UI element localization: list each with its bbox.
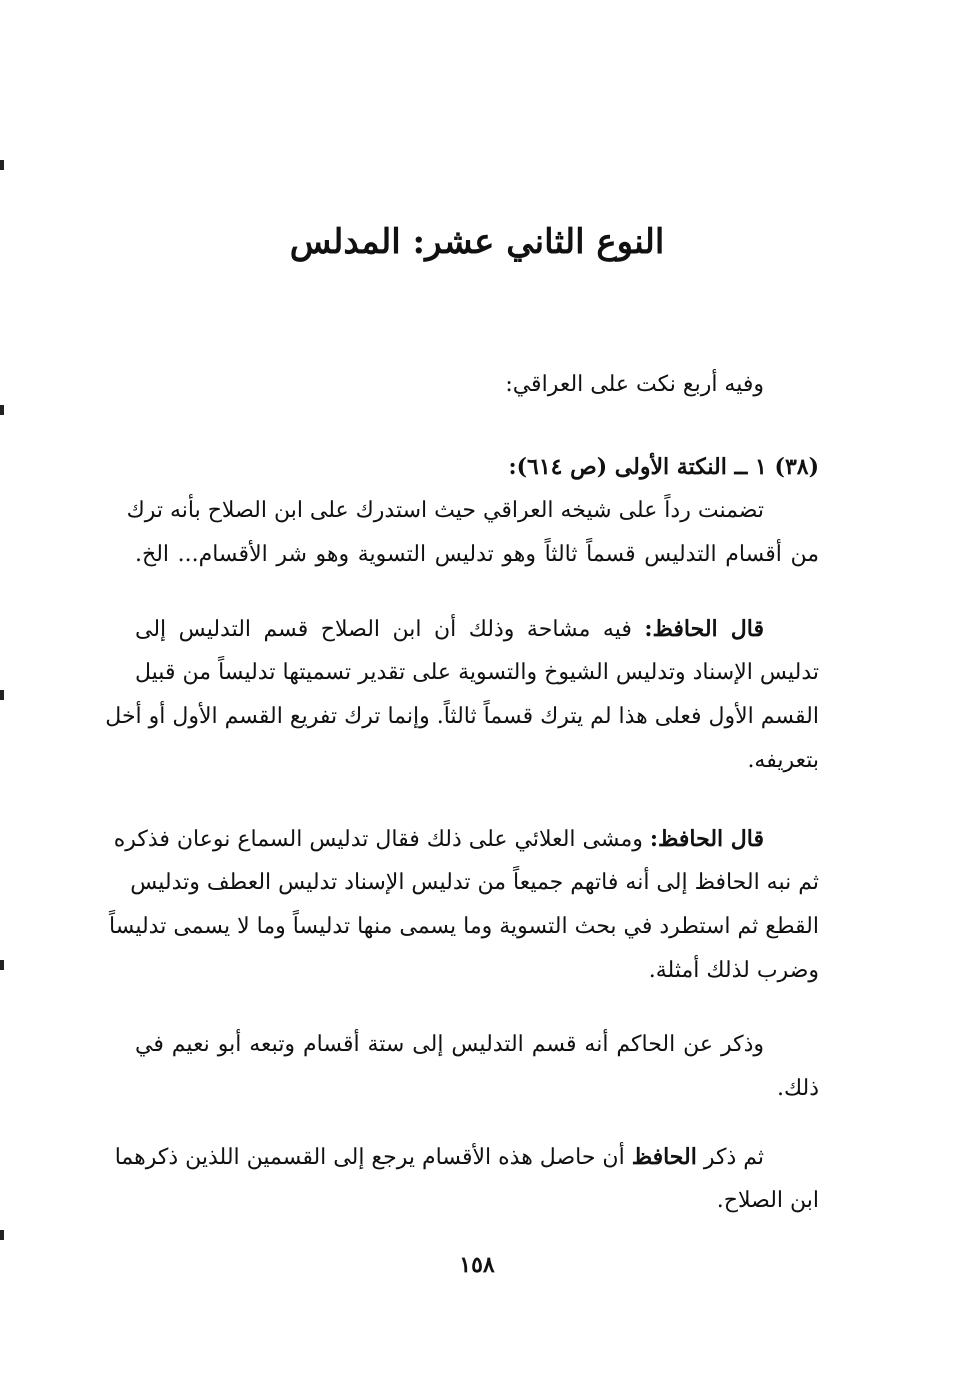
scan-edge-mark — [0, 960, 4, 970]
page-number: ١٥٨ — [459, 1252, 495, 1278]
para1-line-2: من أقسام التدليس قسماً ثالثاً وهو تدليس التسوية وهو شر الأقسام... الخ. — [135, 542, 819, 567]
para3-line-3: القطع ثم استطرد في بحث التسوية وما يسمى منها تدليساً وما لا يسمى تدليساً — [108, 914, 819, 939]
para3-line-4: وضرب لذلك أمثلة. — [648, 958, 819, 983]
para2-line-4: بتعريفه. — [747, 748, 819, 773]
para2-text: فيه مشاحة وذلك أن ابن الصلاح قسم التدليس إلى — [135, 617, 632, 642]
para5-text: أن حاصل هذه الأقسام يرجع إلى القسمين اللذين ذكرهما — [114, 1145, 625, 1170]
para5-label: الحافظ — [631, 1144, 697, 1170]
para1-line-1: تضمنت رداً على شيخه العراقي حيث استدرك على ابن الصلاح بأنه ترك — [126, 498, 764, 523]
scan-edge-mark — [0, 160, 4, 170]
para3-line-2: ثم نبه الحافظ إلى أنه فاتهم جميعاً من تدليس الإسناد تدليس العطف وتدليس — [130, 870, 819, 895]
scan-edge-mark — [0, 690, 4, 700]
para2-label: قال الحافظ: — [644, 616, 764, 642]
para2-line-3: القسم الأول فعلى هذا لم يترك قسماً ثالثاً. وإنما ترك تفريع القسم الأول أو أخل — [105, 704, 819, 729]
para2-line-2: تدليس الإسناد وتدليس الشيوخ والتسوية على تقدير تسميتها تدليساً من قبيل — [135, 660, 819, 685]
para4-line-1: وذكر عن الحاكم أنه قسم التدليس إلى ستة أقسام وتبعه أبو نعيم في — [135, 1032, 764, 1057]
para5-prefix: ثم ذكر — [703, 1145, 764, 1170]
scan-edge-mark — [0, 405, 4, 415]
para5-line-2: ابن الصلاح. — [716, 1188, 819, 1213]
intro-line: وفيه أربع نكت على العراقي: — [505, 372, 764, 397]
scan-edge-mark — [0, 1230, 4, 1240]
chapter-title: النوع الثاني عشر: المدلس — [289, 222, 665, 262]
para3-label: قال الحافظ: — [649, 826, 764, 852]
note-heading: (٣٨) ١ ــ النكتة الأولى (ص ٦١٤): — [508, 454, 819, 480]
para4-line-2: ذلك. — [776, 1076, 819, 1101]
para3-text: ومشى العلائي على ذلك فقال تدليس السماع نوعان فذكره — [113, 827, 643, 852]
